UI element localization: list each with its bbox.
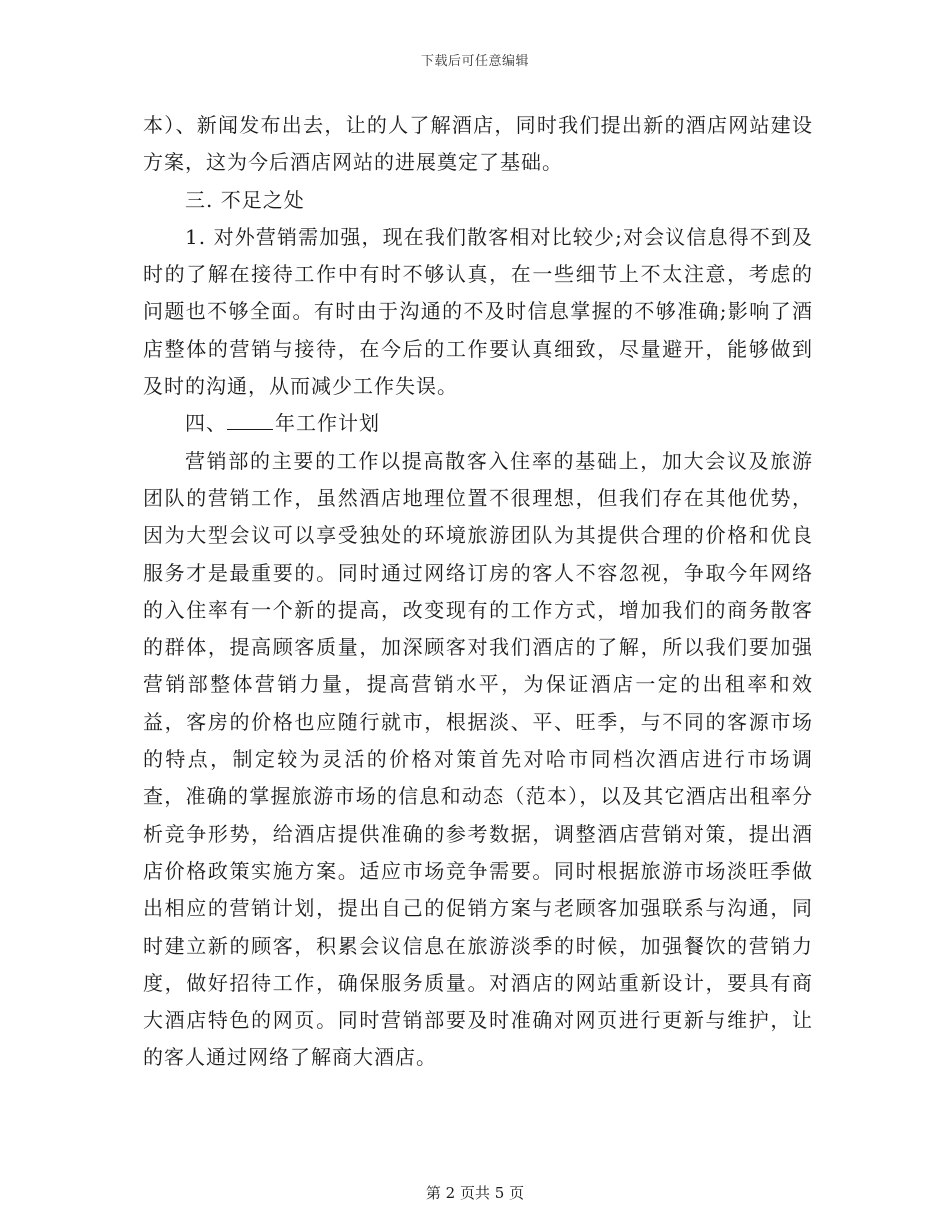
paragraph-work-plan: 营销部的主要的工作以提高散客入住率的基础上，加大会议及旅游团队的营销工作，虽然酒店地理位置不很理想，但我们存在其他优势，因为大型会议可以享受独处的环境旅游团队为其提供合理的价格和优良服务才是最重要的。同时通过网络订房的客人不容忽视，争取今年网络的入住率有一个新的提高，改变现有的工作方式，增加我们的商务散客的群体，提高顾客质量，加深顾客对我们酒店的了解，所以我们要加强营销部整体营销力量，提高营销水平，为保证酒店一定的出租率和效益，客房的价格也应随行就市，根据淡、平、旺季，与不同的客源市场的特点，制定较为灵活的价格对策首先对哈市同档次酒店进行市场调查，准确的掌握旅游市场的信息和动态（范本），以及其它酒店出租率分析竞争形势，给酒店提供准确的参考数据，调整酒店营销对策，提出酒店价格政策实施方案。适应市场竞争需要。同时根据旅游市场淡旺季做出相应的营销计划，提出自己的促销方案与老顾客加强联系与沟通，同时建立新的顾客，积累会议信息在旅游淡季的时候，加强餐饮的营销力度，做好招待工作，确保服务质量。对酒店的网站重新设计，要具有商大酒店特色的网页。同时营销部要及时准确对网页进行更新与维护，让的客人通过网络了解商大酒店。: [143, 448, 813, 1070]
heading-suffix: 年工作计划: [275, 411, 380, 436]
section-heading-shortcomings: 三. 不足之处: [185, 187, 305, 212]
year-blank-line: [227, 407, 273, 430]
page-header: 下载后可任意编辑: [420, 54, 529, 69]
document-body: [143, 107, 813, 1077]
heading-prefix: 四、: [185, 411, 227, 436]
paragraph-continuation: 本）、新闻发布出去，让的人了解酒店，同时我们提出新的酒店网站建设方案，这为今后酒店网站的进展奠定了基础。: [143, 113, 813, 175]
paragraph-shortcomings: 1. 对外营销需加强，现在我们散客相对比较少;对会议信息得不到及时的了解在接待工作中有时不够认真，在一些细节上不太注意，考虑的问题也不够全面。有时由于沟通的不及时信息掌握的不够准确;影响了酒店整体的营销与接待，在今后的工作要认真细致，尽量避开，能够做到及时的沟通，从而减少工作失误。: [143, 224, 813, 399]
section-heading-work-plan: [143, 405, 813, 442]
page-number: 第 2 页共 5 页: [425, 1184, 525, 1202]
